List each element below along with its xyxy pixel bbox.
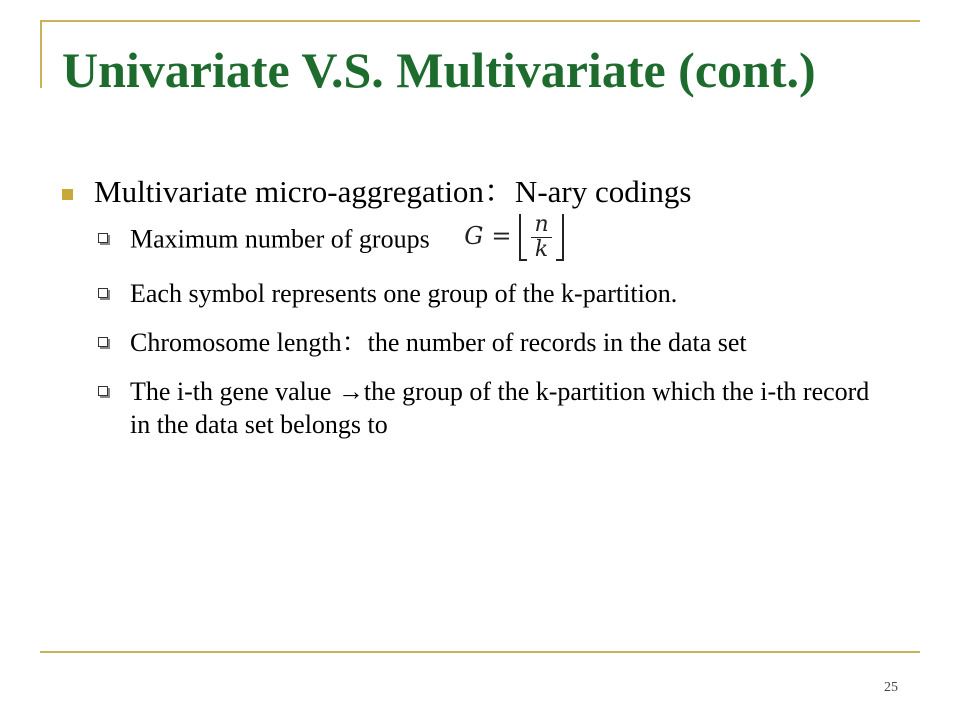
sub-bullet-max-groups (56, 212, 886, 262)
slide-title: Univariate V.S. Multivariate (cont.) (62, 42, 816, 98)
page-number: 25 (884, 680, 898, 695)
main-bullet-text: Multivariate micro-aggregation：N-ary codings (94, 174, 692, 209)
formula-equals: = (491, 222, 512, 250)
frame-top-line (40, 20, 920, 22)
frame-bottom-line (40, 651, 920, 653)
box-bullet-icon (98, 386, 108, 396)
floor-left-bracket (519, 214, 527, 261)
box-bullet-icon (98, 288, 108, 298)
box-bullet-icon (98, 233, 108, 243)
floor-right-bracket (556, 214, 564, 261)
sub-bullet-text: The i-th gene value →the group of the k-partition which the i-th record in the data set belongs to (130, 377, 870, 439)
formula-fraction (527, 214, 555, 261)
formula-numerator: n (531, 214, 551, 238)
formula-denominator: k (534, 237, 549, 262)
max-groups-formula (464, 214, 563, 261)
slide-content (56, 172, 886, 457)
sub-bullet-text: Chromosome length：the number of records in the data set (130, 328, 747, 357)
formula-lhs: G (464, 222, 484, 250)
sub-bullet-gene-value (56, 375, 886, 441)
main-bullet (56, 172, 886, 212)
sub-bullet-symbol (56, 277, 886, 310)
box-bullet-icon (98, 337, 108, 347)
frame-left-line (40, 20, 42, 88)
sub-bullet-text: Maximum number of groups (130, 224, 430, 254)
sub-bullet-chromosome-length (56, 326, 886, 359)
floor-brackets (519, 214, 563, 261)
square-bullet-icon (62, 189, 73, 200)
sub-bullet-text: Each symbol represents one group of the k-partition. (130, 279, 678, 308)
